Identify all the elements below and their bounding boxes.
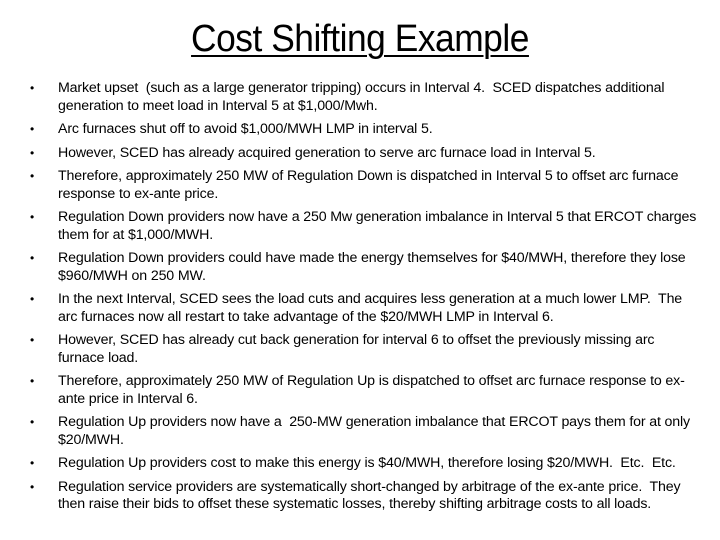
bullet-icon: • [30,415,35,429]
bullet-text: However, SCED has already cut back generation for interval 6 to offset the previously missing arc furnace load. [58,332,655,366]
bullet-text: Therefore, approximately 250 MW of Regulation Up is dispatched to offset arc furnace response to ex-ante price in Interval 6. [58,373,685,407]
bullet-item [30,121,702,139]
bullet-list [30,80,702,520]
slide-title: Cost Shifting Example [191,18,529,60]
bullet-item [30,145,702,163]
bullet-item [30,414,702,449]
bullet-item [30,373,702,408]
bullet-text: Arc furnaces shut off to avoid $1,000/MWH LMP in interval 5. [58,121,433,137]
bullet-icon: • [30,374,35,388]
bullet-text: However, SCED has already acquired generation to serve arc furnace load in Interval 5. [58,144,596,161]
bullet-text: Regulation Up providers now have a 250-MW generation imbalance that ERCOT pays them for at only $20/MWH. [58,414,694,448]
bullet-icon: • [30,251,35,265]
bullet-item [30,332,702,367]
bullet-item [30,168,702,203]
bullet-item [30,479,702,514]
bullet-text: Regulation Down providers now have a 250 Mw generation imbalance in Interval 5 that ERCOT charges them for at $1,000/MWH. [58,209,697,243]
bullet-text: Therefore, approximately 250 MW of Regulation Down is dispatched in Interval 5 to offset arc furnace response to ex-ante price. [58,168,679,202]
bullet-item [30,250,702,285]
bullet-icon: • [30,479,35,494]
bullet-icon: • [30,456,35,470]
bullet-icon: • [30,210,35,224]
bullet-text: Regulation Up providers cost to make this energy is $40/MWH, therefore losing $20/MWH. Etc. Etc. [58,455,676,471]
bullet-icon: • [30,81,35,95]
bullet-text: Market upset (such as a large generator tripping) occurs in Interval 4. SCED dispatches additional generation to meet load in Interval 5 at $1,000/Mwh. [58,80,669,114]
bullet-text: Regulation service providers are systematically short-changed by arbitrage of the ex-ante price. They then raise their bids to offset these systematic losses, thereby shifting arbitrage costs to all loads. [58,478,685,512]
bullet-item [30,455,702,473]
bullet-item [30,209,702,244]
bullet-text: In the next Interval, SCED sees the load cuts and acquires less generation at a much lower LMP. The arc furnaces now all restart to take advantage of the $20/MWH LMP in Interval 6. [58,291,686,325]
bullet-icon: • [30,145,35,160]
bullet-item [30,291,702,326]
bullet-icon: • [30,333,35,347]
bullet-text: Regulation Down providers could have made the energy themselves for $40/MWH, therefore they lose $960/MWH on 250 MW. [58,250,686,284]
bullet-icon: • [30,169,35,183]
bullet-icon: • [30,122,35,136]
bullet-icon: • [30,292,35,306]
bullet-item [30,80,702,115]
